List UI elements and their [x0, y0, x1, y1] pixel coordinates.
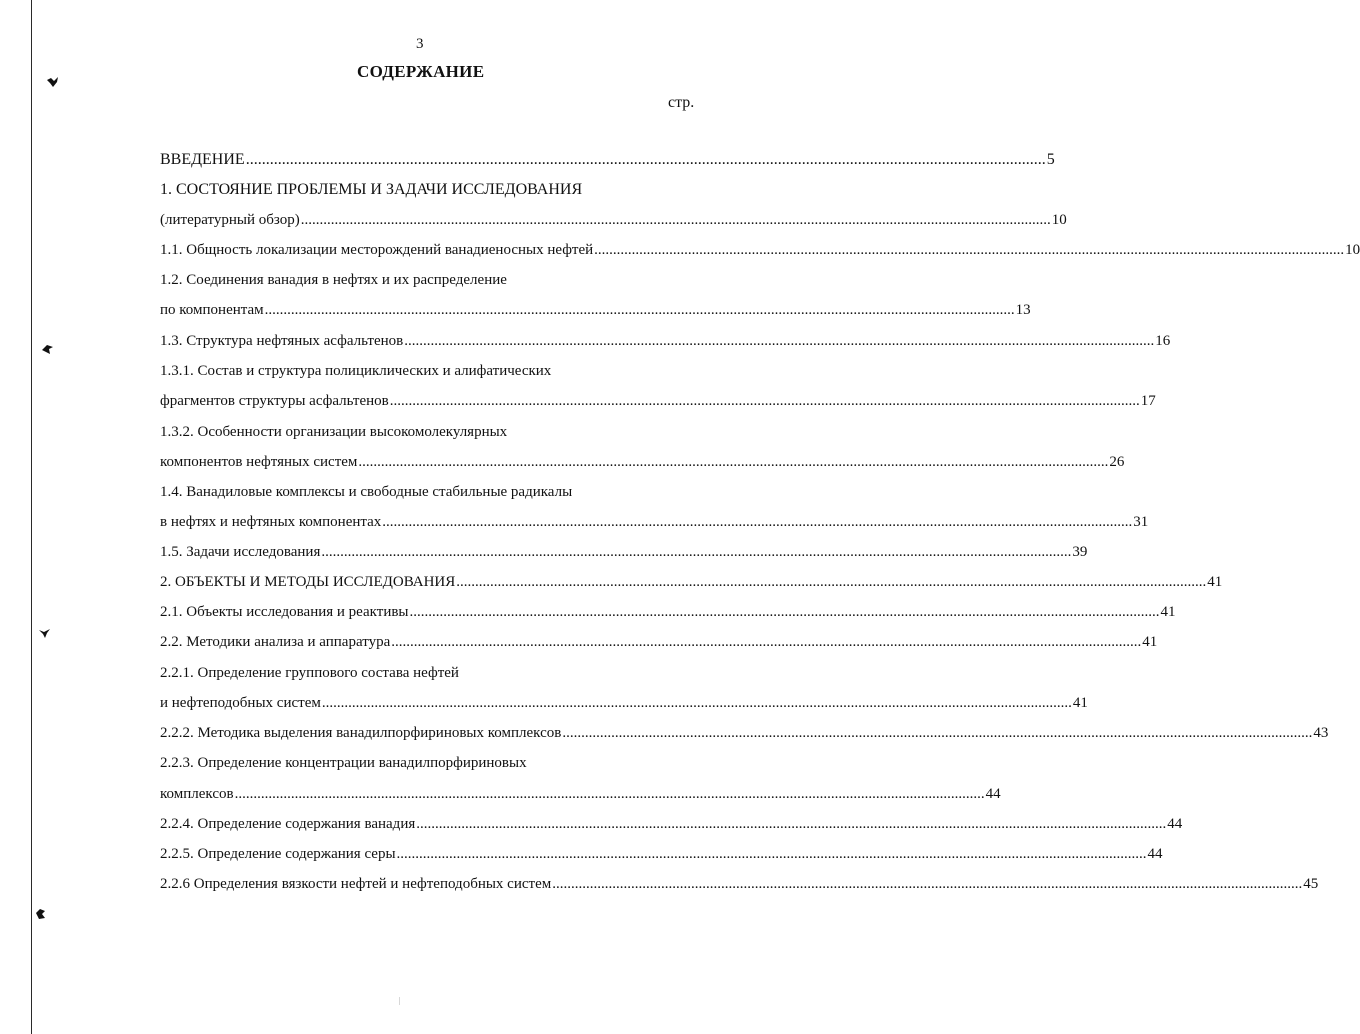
dot-leader: ........................................................................................................................................................................................................: [562, 725, 1313, 741]
page-column-label: стр.: [668, 94, 695, 111]
toc-entry-page: 41: [1142, 634, 1158, 650]
toc-entry-page: 17: [1140, 393, 1156, 409]
toc-entry-page: 16: [1155, 333, 1171, 349]
toc-entry-text: 2.1. Объекты исследования и реактивы: [160, 604, 409, 620]
toc-entry: [160, 363, 720, 387]
toc-entry-page: 41: [1072, 695, 1088, 711]
toc-entry-page: 39: [1072, 544, 1088, 560]
toc-entry-page: 26: [1109, 454, 1125, 470]
toc-entry-page: 44: [1167, 816, 1183, 832]
dot-leader: ........................................................................................................................................................................................................: [396, 846, 1147, 862]
toc-entry-page: 5: [1046, 151, 1055, 168]
toc-entry-page: 41: [1160, 604, 1176, 620]
toc-entry-page: 31: [1133, 514, 1149, 530]
toc-entry: [160, 604, 1176, 628]
toc-entry-text: 2.2.4. Определение содержания ванадия: [160, 816, 416, 832]
toc-entry-text: 2.2. Методики анализа и аппаратура: [160, 634, 391, 650]
toc-entry: [160, 151, 1055, 175]
dot-leader: ........................................................................................................................................................................................................: [321, 544, 1072, 560]
dot-leader: ........................................................................................................................................................................................................: [391, 634, 1142, 650]
toc-entry-page: 45: [1303, 876, 1319, 892]
dot-leader: ........................................................................................................................................................................................................: [456, 574, 1207, 590]
toc-entry: [160, 725, 1329, 749]
dot-leader: ........................................................................................................................................................................................................: [382, 514, 1133, 530]
toc-entry: [160, 272, 720, 296]
toc-entry: [160, 786, 1001, 810]
toc-entry-text: 2.2.2. Методика выделения ванадилпорфириновых комплексов: [160, 725, 562, 741]
toc-entry-text: 2. ОБЪЕКТЫ И МЕТОДЫ ИССЛЕДОВАНИЯ: [160, 574, 456, 590]
toc-entry-text: 1.3.2. Особенности организации высокомолекулярных: [160, 424, 508, 440]
dot-leader: ........................................................................................................................................................................................................: [245, 151, 1046, 168]
toc-entry-text: 2.2.3. Определение концентрации ванадилпорфириновых: [160, 755, 527, 771]
toc-entry: [160, 212, 1067, 236]
toc-entry-text: 1.1. Общность локализации месторождений ванадиеносных нефтей: [160, 242, 594, 258]
dot-leader: ........................................................................................................................................................................................................: [264, 302, 1015, 318]
toc-entry-text: 1. СОСТОЯНИЕ ПРОБЛЕМЫ И ЗАДАЧИ ИССЛЕДОВАНИЯ: [160, 181, 583, 198]
dot-leader: ........................................................................................................................................................................................................: [594, 242, 1345, 258]
dot-leader: ........................................................................................................................................................................................................: [416, 816, 1167, 832]
toc-entry-page: 41: [1207, 574, 1223, 590]
toc-entry: [160, 574, 1223, 598]
toc-entry: [160, 242, 1360, 266]
toc-entry-page: 44: [985, 786, 1001, 802]
toc-entry: [160, 876, 1319, 900]
toc-entry: [160, 816, 1183, 840]
toc-entry-text: по компонентам: [160, 302, 264, 318]
toc-entry: [160, 514, 1149, 538]
toc-entry: [160, 393, 1156, 417]
toc-entry-text: 1.3.1. Состав и структура полициклических и алифатических: [160, 363, 552, 379]
dot-leader: ........................................................................................................................................................................................................: [321, 695, 1072, 711]
toc-entry: [160, 424, 720, 448]
toc-entry-text: (литературный обзор): [160, 212, 300, 228]
toc-entry: [160, 755, 720, 779]
toc-entry-page: 44: [1147, 846, 1163, 862]
toc-entry-page: 10: [1051, 212, 1067, 228]
toc-entry-text: компонентов нефтяных систем: [160, 454, 358, 470]
dot-leader: ........................................................................................................................................................................................................: [358, 454, 1109, 470]
toc-entry-text: 1.5. Задачи исследования: [160, 544, 321, 560]
dot-leader: ........................................................................................................................................................................................................: [300, 212, 1051, 228]
toc-entry-page: 43: [1313, 725, 1329, 741]
toc-entry: [160, 181, 720, 205]
toc-entry-text: комплексов: [160, 786, 234, 802]
toc-entry: [160, 846, 1163, 870]
toc-entry: [160, 634, 1158, 658]
toc-entry-text: и нефтеподобных систем: [160, 695, 321, 711]
toc-entry-page: 10: [1345, 242, 1360, 258]
toc-entry: [160, 695, 1088, 719]
toc-entry-page: 13: [1015, 302, 1031, 318]
toc-entry-text: в нефтях и нефтяных компонентах: [160, 514, 382, 530]
dot-leader: ........................................................................................................................................................................................................: [234, 786, 985, 802]
toc-entry: [160, 484, 720, 508]
toc-entry-text: 2.2.1. Определение группового состава нефтей: [160, 665, 459, 681]
toc-entry-text: 2.2.5. Определение содержания серы: [160, 846, 396, 862]
toc-entry-text: фрагментов структуры асфальтенов: [160, 393, 389, 409]
toc-entry: [160, 454, 1125, 478]
toc-entry: [160, 544, 1088, 568]
toc-entry: [160, 333, 1171, 357]
dot-leader: ........................................................................................................................................................................................................: [409, 604, 1160, 620]
dot-leader: ........................................................................................................................................................................................................: [389, 393, 1140, 409]
toc-entry: [160, 302, 1031, 326]
dot-leader: ........................................................................................................................................................................................................: [552, 876, 1303, 892]
toc-entry-text: 2.2.6 Определения вязкости нефтей и нефтеподобных систем: [160, 876, 552, 892]
toc-entry-text: ВВЕДЕНИЕ: [160, 151, 245, 168]
toc-entry-text: 1.4. Ванадиловые комплексы и свободные стабильные радикалы: [160, 484, 573, 500]
toc-entry-text: 1.2. Соединения ванадия в нефтях и их распределение: [160, 272, 507, 288]
dot-leader: ........................................................................................................................................................................................................: [404, 333, 1155, 349]
toc-entry-text: 1.3. Структура нефтяных асфальтенов: [160, 333, 404, 349]
toc-entry: [160, 665, 720, 689]
scan-mark: [399, 997, 400, 1005]
page-number: 3: [416, 36, 424, 52]
page-title: СОДЕРЖАНИЕ: [357, 62, 485, 81]
